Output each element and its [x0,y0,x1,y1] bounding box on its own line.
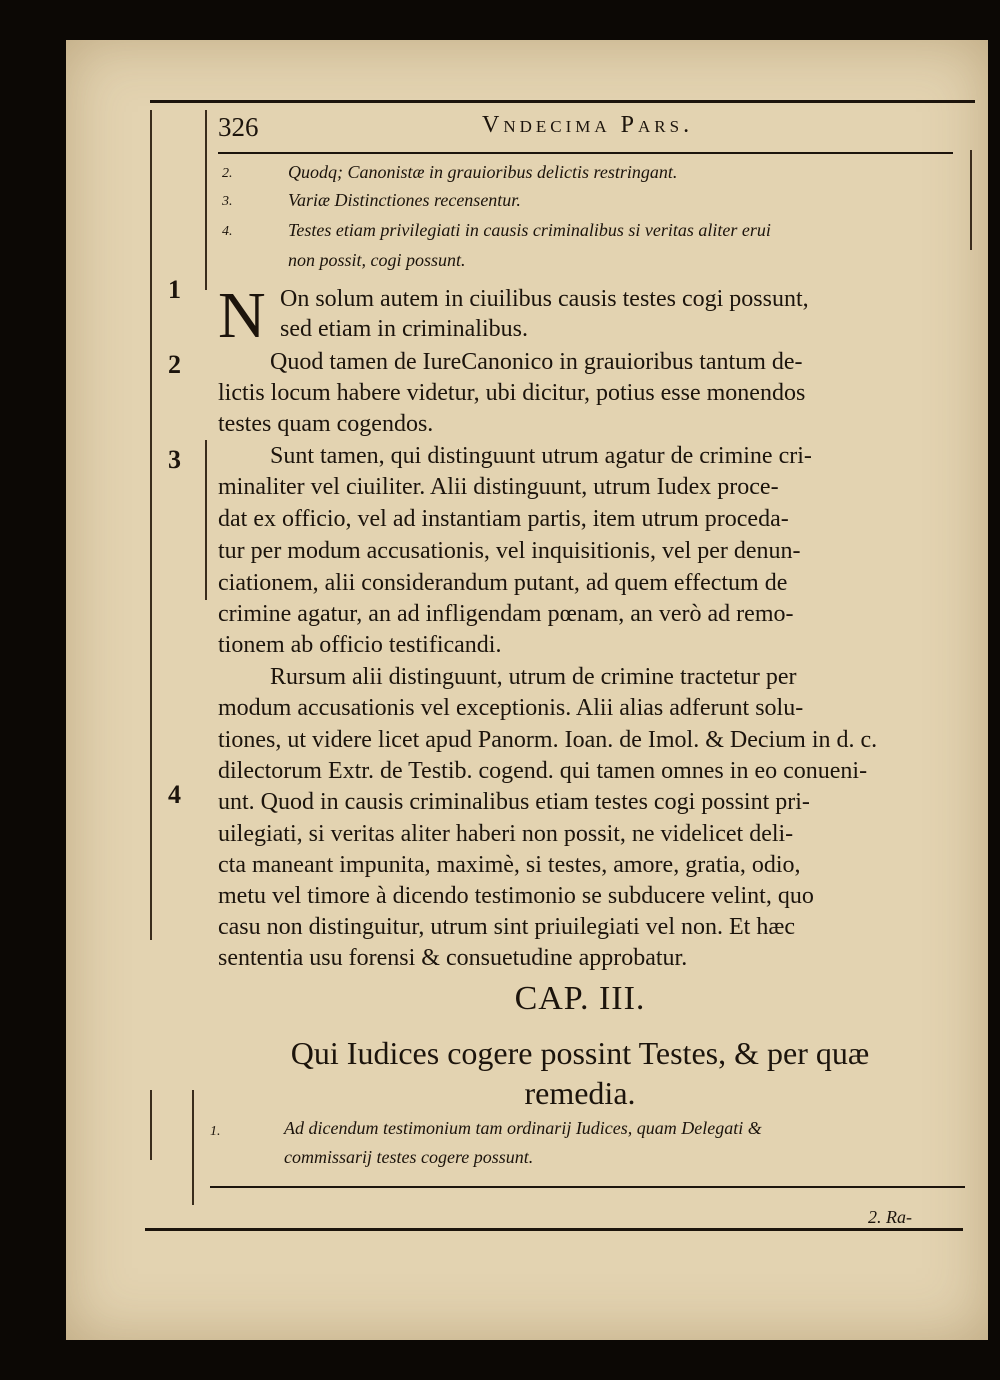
body-line: sed etiam in criminalibus. [280,316,528,342]
chapter-title: Qui Iudices cogere possint Testes, & per quæ [290,1035,870,1071]
body-line: Quod tamen de IureCanonico in grauioribus tantum de- [270,349,803,375]
body-line: crimine agatur, an ad infligendam pœnam, an verò ad remo- [218,601,794,627]
running-title: Vndecima Pars. [482,112,694,138]
body-line: minaliter vel ciuiliter. Alii distinguunt, utrum Iudex proce- [218,474,779,500]
summary-item: Variæ Distinctiones recensentur. [288,190,521,210]
chapter-title: remedia. [524,1075,636,1111]
body-line: lictis locum habere videtur, ubi dicitur, potius esse monendos [218,380,806,406]
summary-number: 3. [222,194,233,209]
header-rule-bottom [218,152,953,154]
body-line: metu vel timore à dicendo testimonio se subducere velint, quo [218,883,814,909]
chapter-heading: CAP. III. [514,980,646,1017]
margin-number: 3 [168,445,181,474]
body-line: Rursum alii distinguunt, utrum de crimine tractetur per [270,664,797,690]
body-line: Sunt tamen, qui distinguunt utrum agatur de crimine cri- [270,443,812,469]
body-line: tionem ab officio testificandi. [218,632,502,658]
body-line: testes quam cogendos. [218,411,434,437]
margin-number: 1 [168,275,181,304]
margin-number: 2 [168,350,181,379]
margin-line [970,150,972,250]
summary-number: 2. [222,166,233,181]
body-line: unt. Quod in causis criminalibus etiam testes cogi possint pri- [218,789,810,815]
footer-rule [210,1186,965,1188]
margin-line [205,440,207,600]
body-line: casu non distinguitur, utrum sint priuilegiati vel non. Et hæc [218,914,795,940]
summary-item: Testes etiam privilegiati in causis criminalibus si veritas aliter erui [288,220,771,240]
body-line: cta maneant impunita, maximè, si testes, amore, gratia, odio, [218,852,801,878]
margin-line [205,110,207,290]
footer-rule [145,1228,963,1231]
summary-number: 4. [222,224,233,239]
header-rule-top [150,100,975,103]
body-line: uilegiati, si veritas aliter haberi non possit, ne videlicet deli- [218,821,794,847]
summary-item: Ad dicendum testimonium tam ordinarij Iudices, quam Delegati & [284,1118,762,1138]
body-line: modum accusationis vel exceptionis. Alii alias adferunt solu- [218,695,804,721]
body-line: On solum autem in ciuilibus causis testes cogi possunt, [280,286,809,312]
summary-item: commissarij testes cogere possunt. [284,1147,534,1167]
margin-number: 4 [168,780,181,809]
margin-line [150,110,152,940]
drop-cap: N [218,279,266,352]
body-line: dat ex officio, vel ad instantiam partis, item utrum proceda- [218,506,789,532]
body-line: ciationem, alii considerandum putant, ad quem effectum de [218,570,788,596]
body-line: sententia usu forensi & consuetudine approbatur. [218,945,688,971]
catchword: 2. Ra- [868,1207,912,1227]
summary-item: Quodq; Canonistæ in grauioribus delictis restringant. [288,162,678,182]
summary-number: 1. [210,1124,221,1139]
body-line: dilectorum Extr. de Testib. cogend. qui tamen omnes in eo conueni- [218,758,868,784]
summary-item: non possit, cogi possunt. [288,250,466,270]
body-line: tiones, ut videre licet apud Panorm. Ioan. de Imol. & Decium in d. c. [218,727,878,753]
body-line: tur per modum accusationis, vel inquisitionis, vel per denun- [218,538,801,564]
page-number: 326 [218,112,259,142]
